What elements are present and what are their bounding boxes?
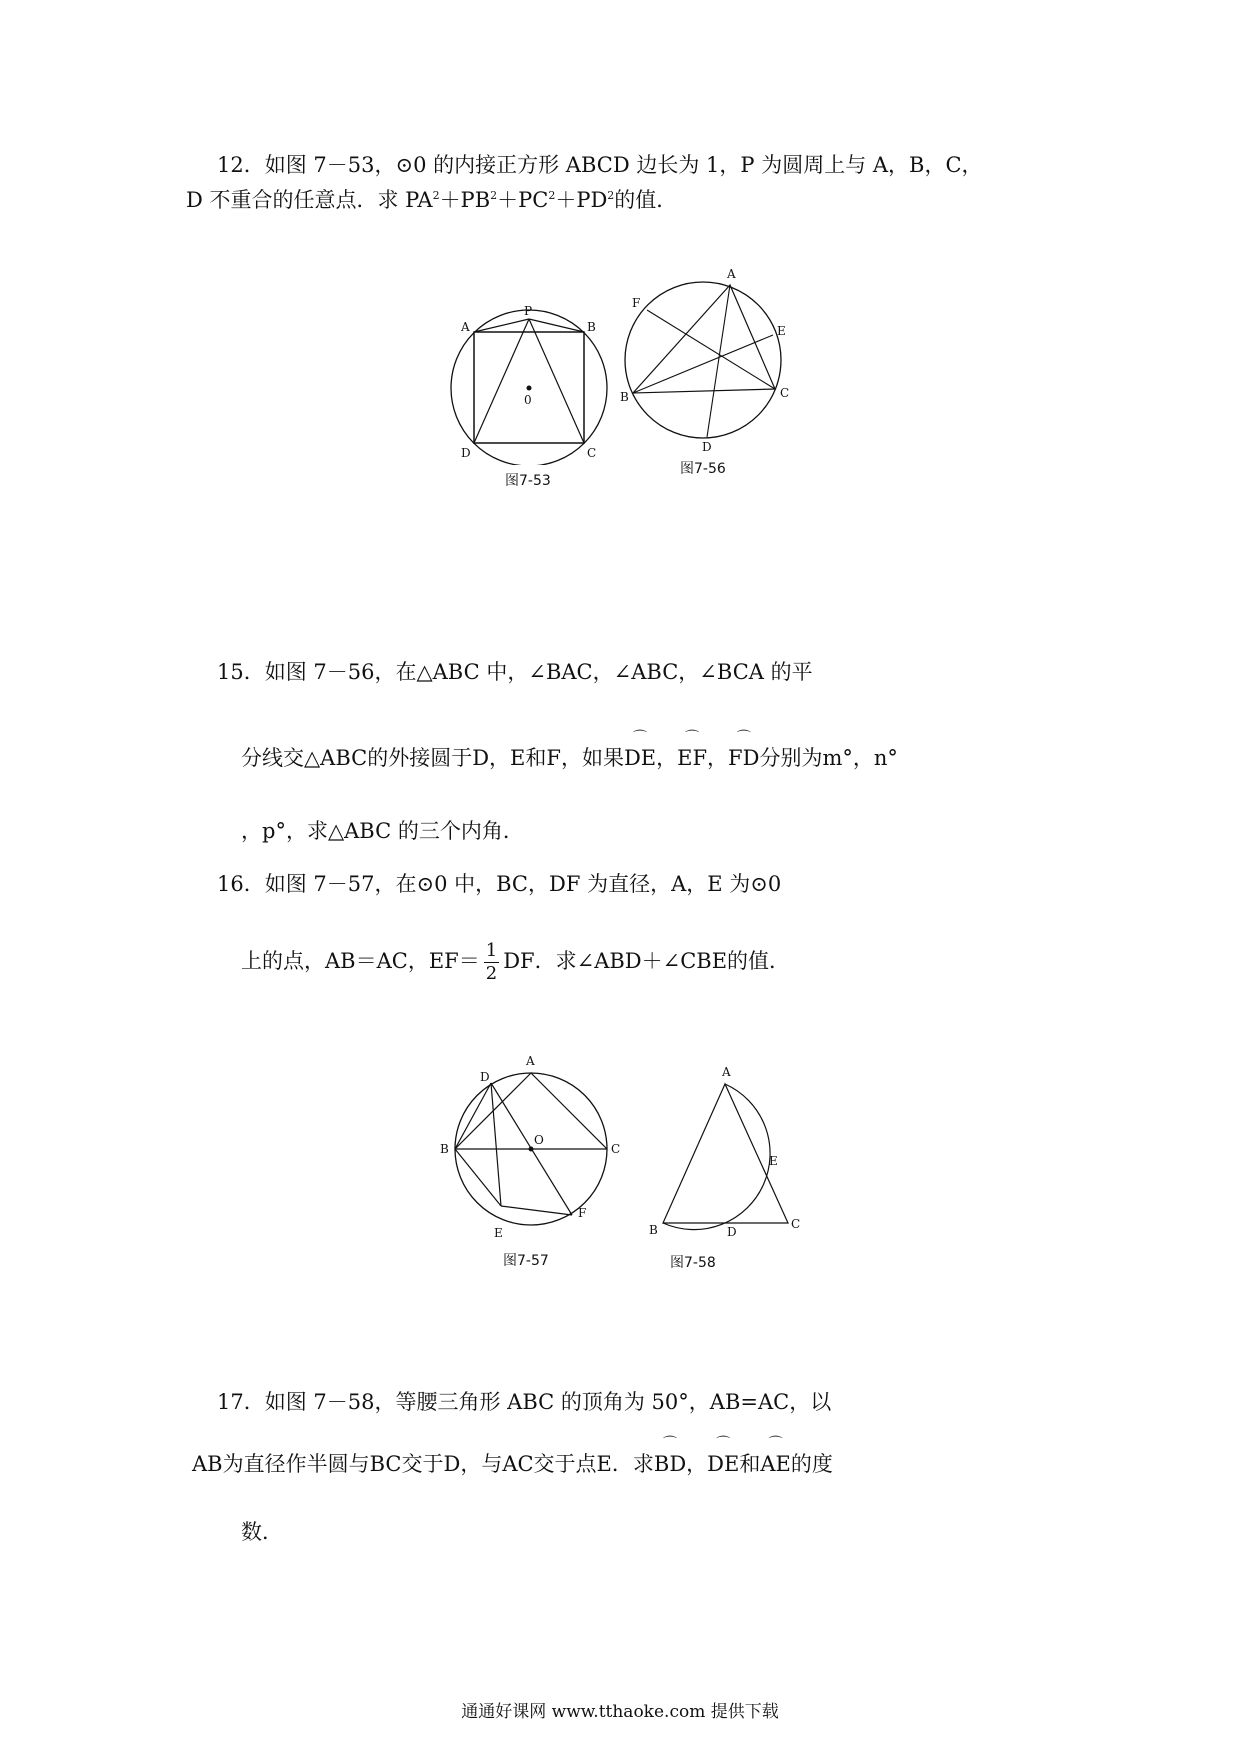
fig58-label-a: A <box>722 1065 731 1079</box>
p12-line2-b: ＋PB <box>439 188 491 212</box>
fig57-label-a: A <box>526 1054 535 1068</box>
fig53-label-b: B <box>587 320 596 334</box>
p16-line1: 16．如图 7－57，在⊙0 中，BC，DF 为直径，A，E 为⊙0 <box>217 872 782 896</box>
p17-line2 <box>192 1452 833 1477</box>
fig56-label-d: D <box>702 440 712 454</box>
p16-line2-a: 上的点，AB＝AC，EF＝ <box>241 949 480 973</box>
p12-line1: 12．如图 7－53，⊙0 的内接正方形 ABCD 边长为 1，P 为圆周上与 A，B，C， <box>217 153 983 177</box>
fig53-caption: 图7-53 <box>505 473 551 489</box>
p16-line2-b: DF．求∠ABD＋∠CBE的值． <box>503 949 791 973</box>
p15-sep-2: ， <box>707 746 729 770</box>
p12-line2-c: ＋PC <box>497 188 549 212</box>
fig56-label-f: F <box>632 296 641 310</box>
fig56-label-e: E <box>777 324 786 338</box>
fig56-label-b: B <box>620 390 629 404</box>
p15-arc-de: ⌒ DE <box>624 746 656 771</box>
fig57-label-b: B <box>440 1142 449 1156</box>
p15-line2 <box>241 746 898 771</box>
figure-7-56 <box>620 265 790 455</box>
p16-fraction <box>484 942 499 983</box>
p12-sq-4: 2 <box>607 189 615 202</box>
p17-line2-a: AB为直径作半圆与BC交于D，与AC交于点E．求 <box>192 1452 654 1476</box>
fig58-label-b: B <box>649 1223 658 1237</box>
fig58-label-e: E <box>769 1154 778 1168</box>
p12-line2 <box>186 188 677 213</box>
p12-sq-2: 2 <box>490 189 498 202</box>
fig58-caption: 图7-58 <box>670 1255 716 1271</box>
p15-sep-1: ， <box>656 746 678 770</box>
fig53-label-a: A <box>461 320 470 334</box>
figure-7-58 <box>645 1060 820 1240</box>
fig53-label-p: P <box>524 305 533 318</box>
p17-arc-de: ⌒ DE <box>707 1452 739 1477</box>
p12-line2-a: D 不重合的任意点．求 PA <box>186 188 433 212</box>
fig56-caption: 图7-56 <box>680 461 726 477</box>
p17-arc-ae: ⌒ AE <box>760 1452 791 1477</box>
page-footer: 通通好课网 www.tthaoke.com 提供下载 <box>461 1702 779 1722</box>
p17-line2-c: 的度 <box>790 1452 833 1476</box>
p17-arc-bd: ⌒ BD <box>654 1452 686 1477</box>
fig58-label-d: D <box>727 1225 737 1239</box>
fig57-label-d: D <box>480 1070 490 1084</box>
p12-sq-1: 2 <box>432 189 440 202</box>
p17-line1: 17．如图 7－58，等腰三角形 ABC 的顶角为 50°，AB=AC，以 <box>217 1390 832 1414</box>
fig57-label-c: C <box>611 1142 621 1156</box>
p15-arc-ef: ⌒ EF <box>677 746 707 771</box>
figure-7-57 <box>438 1045 628 1250</box>
p15-line1: 15．如图 7－56，在△ABC 中，∠BAC，∠ABC，∠BCA 的平 <box>217 660 813 684</box>
p16-frac-den: 2 <box>485 963 498 984</box>
p12-sq-3: 2 <box>548 189 556 202</box>
fig53-label-c: C <box>587 446 597 460</box>
fig57-label-o: O <box>534 1133 544 1147</box>
fig53-label-o: 0 <box>524 393 532 407</box>
p12-line2-e: 的值． <box>614 188 678 212</box>
p17-line3: 数． <box>241 1520 283 1544</box>
fig57-label-e: E <box>494 1226 503 1240</box>
p16-frac-num: 1 <box>485 940 498 961</box>
p17-sep-1: ， <box>686 1452 708 1476</box>
fig58-label-c: C <box>791 1217 801 1231</box>
p17-line2-b: 和 <box>739 1452 761 1476</box>
fig56-label-a: A <box>727 267 736 281</box>
p15-line2-b: 分别为m°，n° <box>759 746 898 770</box>
p15-line2-a: 分线交△ABC的外接圆于D，E和F，如果 <box>241 746 624 770</box>
p12-line2-d: ＋PD <box>555 188 608 212</box>
fig56-label-c: C <box>780 386 790 400</box>
p15-line3: ，p°，求△ABC 的三个内角． <box>241 819 524 843</box>
fig57-caption: 图7-57 <box>503 1253 549 1269</box>
fig53-label-d: D <box>461 446 471 460</box>
fig57-label-f: F <box>578 1206 587 1220</box>
p16-line2 <box>241 942 790 983</box>
figure-7-53 <box>445 305 615 465</box>
p15-arc-fd: ⌒ FD <box>728 746 759 771</box>
